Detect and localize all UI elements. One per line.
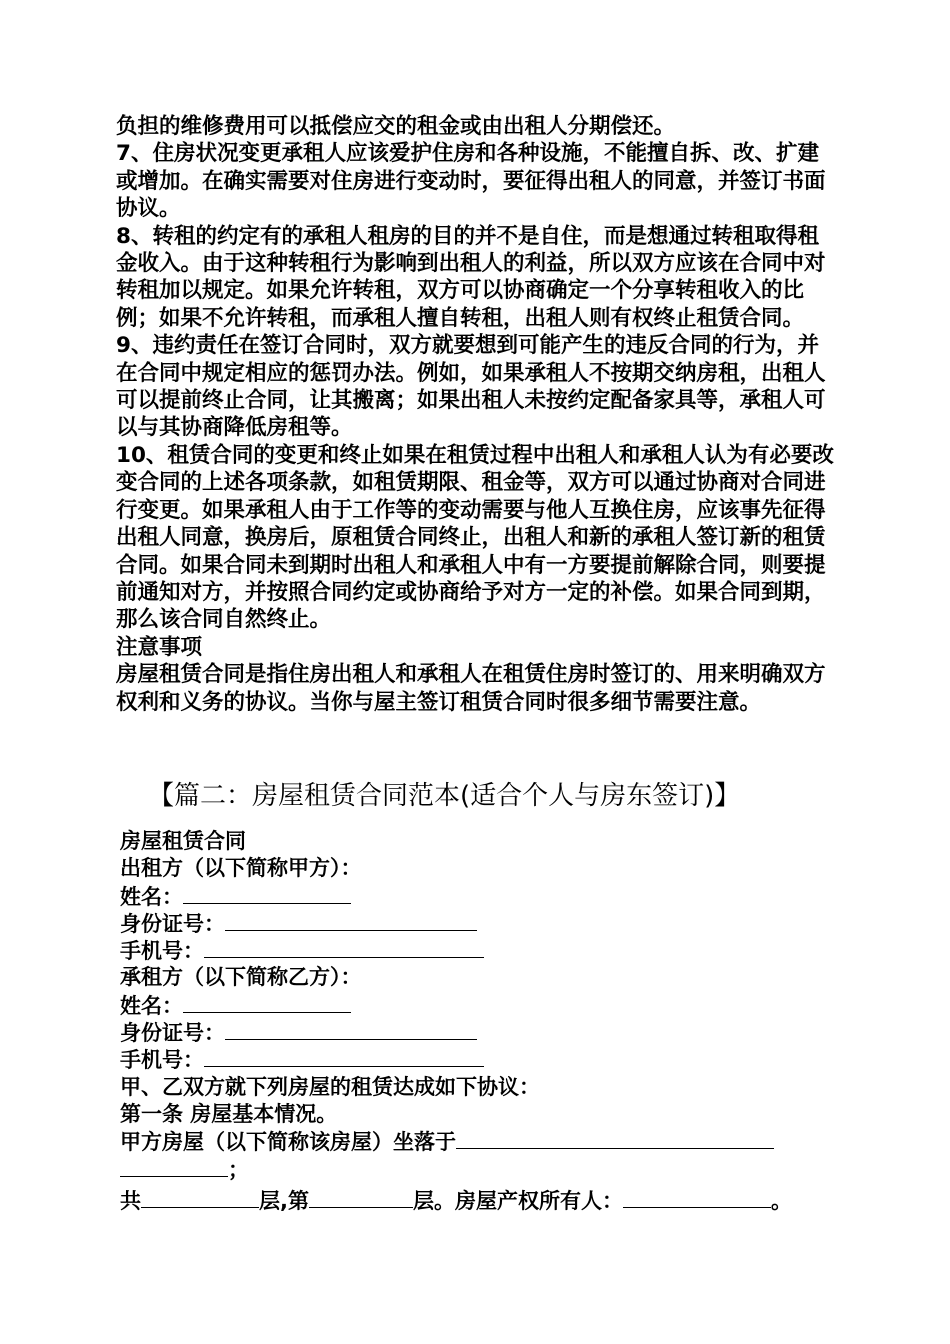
floors-total-blank[interactable] — [141, 1187, 259, 1208]
section-title: 【篇二：房屋租赁合同范本(适合个人与房东签订)】 — [148, 781, 741, 811]
location-continued-row — [120, 1156, 840, 1183]
floors-row — [120, 1187, 840, 1214]
id-blank[interactable] — [225, 1019, 477, 1040]
name-label: 姓名： — [120, 884, 183, 909]
party-b-heading: 承租方（以下简称乙方）： — [120, 965, 362, 990]
document-body — [116, 113, 840, 716]
period: 。 — [770, 1188, 792, 1213]
owner-blank[interactable] — [623, 1187, 771, 1208]
location-blank[interactable] — [456, 1128, 774, 1149]
agreement-line: 甲、乙双方就下列房屋的租赁达成如下协议： — [120, 1074, 540, 1099]
name-blank[interactable] — [183, 992, 351, 1013]
paragraph-9-breach: 9、违约责任在签订合同时，双方就要想到可能产生的违反合同的行为，并在合同中规定相应的惩罚办法。例如，如果承租人不按期交纳房租，出租人可以提前终止合同，让其搬离；如果出租人未按约定配备家具等，承租人可以与其协商降低房租等。 — [116, 333, 826, 441]
paragraph-8-sublease: 8、转租的约定有的承租人租房的目的并不是自住，而是想通过转租取得租金收入。由于这种转租行为影响到出租人的利益，所以双方应该在合同中对转租加以规定。如果允许转租，双方可以协商确定一个分享转租收入的比例；如果不允许转租，而承租人擅自转租，出租人则有权终止租赁合同。 — [116, 223, 826, 331]
semicolon: ； — [228, 1157, 249, 1182]
name-blank[interactable] — [183, 883, 351, 904]
name-label: 姓名： — [120, 993, 183, 1018]
contract-title: 房屋租赁合同 — [120, 829, 246, 853]
contract-form — [120, 828, 840, 1214]
party-b-name-row — [120, 992, 840, 1019]
paragraph-7-housing-change: 7、住房状况变更承租人应该爱护住房和各种设施，不能擅自拆、改、扩建或增加。在确实需要对住房进行变动时，要征得出租人的同意，并签订书面协议。 — [116, 141, 826, 222]
floors-total-label: 共 — [120, 1188, 141, 1213]
paragraph-10-change-termination: 10、租赁合同的变更和终止如果在租赁过程中出租人和承租人认为有必要改变合同的上述各项条款，如租赁期限、租金等，双方可以通过协商对合同进行变更。如果承租人由于工作等的变动需要与他人互换住房，应该事先征得出租人同意，换房后，原租赁合同终止，出租人和新的承租人签订新的租赁合同。如果合同未到期时出租人和承租人中有一方要提前解除合同，则要提前通知对方，并按照合同约定或协商给予对方一定的补偿。如果合同到期，那么该合同自然终止。 — [116, 442, 834, 633]
location-label: 甲方房屋（以下简称该房屋）坐落于 — [120, 1130, 456, 1155]
phone-blank[interactable] — [204, 937, 484, 958]
location-row — [120, 1128, 840, 1155]
note-heading: 注意事项 — [116, 634, 203, 660]
phone-label: 手机号： — [120, 939, 204, 964]
party-a-id-row — [120, 910, 840, 937]
id-label: 身份证号： — [120, 1021, 225, 1046]
id-label: 身份证号： — [120, 911, 225, 936]
floor-number-blank[interactable] — [309, 1187, 413, 1208]
floors-mid-label: 层,第 — [259, 1188, 309, 1213]
party-b-id-row — [120, 1019, 840, 1046]
party-b-phone-row — [120, 1046, 840, 1073]
party-a-phone-row — [120, 937, 840, 964]
note-text: 房屋租赁合同是指住房出租人和承租人在租赁住房时签订的、用来明确双方权利和义务的协议。当你与屋主签订租赁合同时很多细节需要注意。 — [116, 662, 826, 715]
party-a-heading: 出租方（以下简称甲方）： — [120, 856, 362, 881]
location-blank-continued[interactable] — [120, 1156, 228, 1177]
paragraph-repair-cost: 负担的维修费用可以抵偿应交的租金或由出租人分期偿还。 — [116, 114, 676, 139]
id-blank[interactable] — [225, 910, 477, 931]
phone-blank[interactable] — [204, 1046, 484, 1067]
phone-label: 手机号： — [120, 1048, 204, 1073]
party-a-name-row — [120, 883, 840, 910]
article-1-heading: 第一条 房屋基本情况。 — [120, 1101, 338, 1126]
owner-label: 层。房屋产权所有人： — [412, 1188, 623, 1213]
